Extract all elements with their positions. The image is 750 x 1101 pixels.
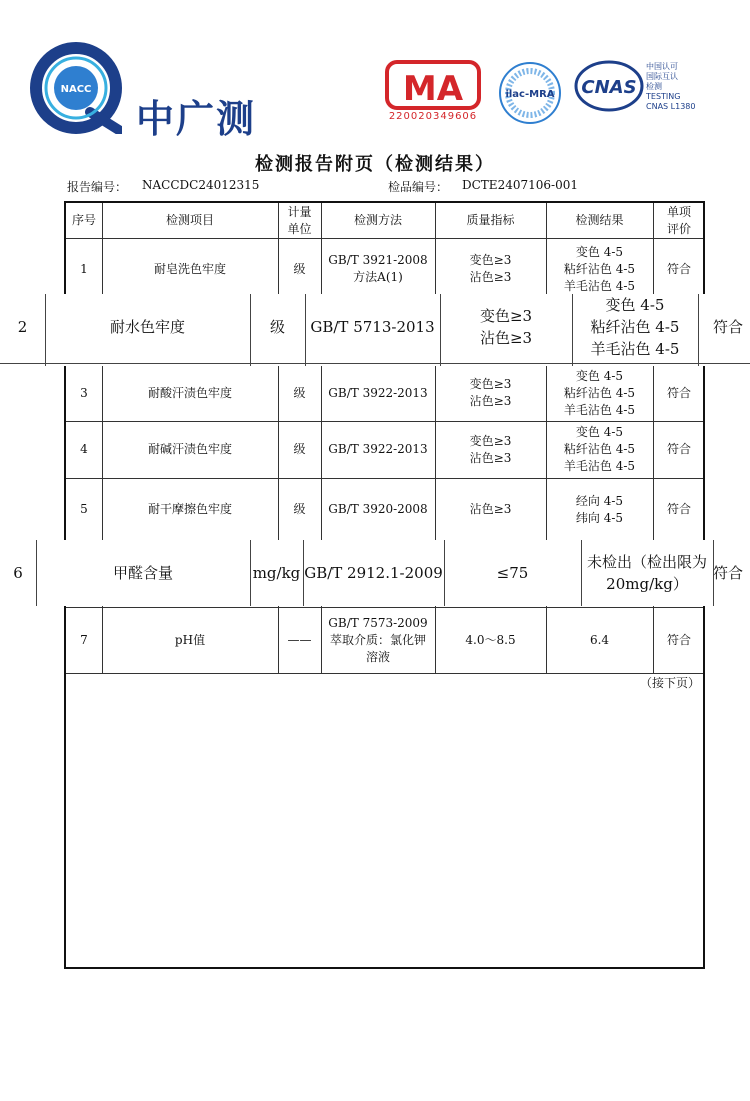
row-item: 甲醛含量 bbox=[112, 564, 173, 582]
row-no: 5 bbox=[80, 502, 88, 516]
row-spec: ≤75 bbox=[496, 564, 529, 582]
row-spec: 变色≥3 沾色≥3 bbox=[469, 253, 512, 284]
header-result: 检测结果 bbox=[575, 213, 624, 227]
row-verdict: 符合 bbox=[666, 442, 691, 456]
header-item: 检测项目 bbox=[165, 213, 214, 227]
row-unit: 级 bbox=[269, 318, 285, 336]
header-method: 检测方法 bbox=[353, 213, 402, 227]
row-unit: 级 bbox=[293, 261, 306, 276]
brand-circle-text: NACC bbox=[60, 84, 92, 95]
row-item: pH值 bbox=[174, 632, 206, 647]
row-spec: 变色≥3 沾色≥3 bbox=[469, 433, 512, 465]
row-item: 耐干摩擦色牢度 bbox=[147, 502, 232, 516]
cnas-info-line: 检测 bbox=[646, 82, 662, 91]
row-item: 耐皂洗色牢度 bbox=[153, 261, 226, 276]
row-verdict: 符合 bbox=[666, 632, 691, 647]
sample-number: DCTE2407106-001 bbox=[462, 178, 578, 192]
row-unit: —— bbox=[287, 632, 312, 647]
table-row bbox=[0, 294, 750, 366]
row-result: 未检出（检出限为 20mg/kg） bbox=[586, 553, 707, 593]
report-number-label: 报告编号： bbox=[67, 180, 128, 194]
cnas-info-line: 中国认可 bbox=[646, 62, 678, 71]
page-title: 检测报告附页（检测结果） bbox=[255, 154, 495, 175]
ma-number: 220020349606 bbox=[388, 111, 478, 122]
row-method: GB/T 5713-2013 bbox=[310, 318, 435, 336]
row-verdict: 符合 bbox=[712, 318, 743, 336]
row-item: 耐碱汗渍色牢度 bbox=[147, 442, 232, 456]
header-no: 序号 bbox=[71, 213, 96, 227]
row-spec: 变色≥3 沾色≥3 bbox=[469, 377, 512, 408]
ilac-text: ilac-MRA bbox=[505, 89, 555, 100]
sample-number-label: 检品编号： bbox=[388, 180, 449, 194]
row-spec: 4.0～8.5 bbox=[465, 632, 516, 647]
cnas-info-line: TESTING bbox=[646, 92, 681, 101]
row-verdict: 符合 bbox=[666, 502, 691, 516]
row-method: GB/T 7573-2009 萃取介质：氯化钾 溶液 bbox=[328, 615, 428, 664]
header-spec: 质量指标 bbox=[466, 213, 515, 227]
row-no: 1 bbox=[80, 261, 88, 276]
cnas-info-line: 国际互认 bbox=[646, 72, 678, 81]
row-unit: mg/kg bbox=[252, 564, 301, 582]
cnas-logo-icon bbox=[574, 60, 644, 112]
ilac-mra-logo-icon bbox=[497, 60, 563, 126]
row-spec: 沾色≥3 bbox=[469, 502, 512, 516]
row-verdict: 符合 bbox=[666, 261, 691, 276]
row-method: GB/T 3922-2013 bbox=[328, 442, 428, 456]
report-number: NACCDC24012315 bbox=[142, 178, 260, 192]
row-result: 变色 4-5 粘纤沾色 4-5 羊毛沾色 4-5 bbox=[563, 425, 636, 473]
row-item: 耐水色牢度 bbox=[109, 318, 185, 336]
row-spec: 变色≥3 沾色≥3 bbox=[479, 307, 533, 347]
row-result: 经向 4-5 纬向 4-5 bbox=[575, 493, 624, 525]
header-unit: 计量 单位 bbox=[287, 204, 312, 236]
row-item: 耐酸汗渍色牢度 bbox=[147, 385, 232, 400]
cnas-text: CNAS bbox=[581, 77, 637, 98]
cnas-info bbox=[646, 62, 695, 112]
row-verdict: 符合 bbox=[713, 564, 744, 582]
row-no: 6 bbox=[13, 564, 23, 582]
row-result: 变色 4-5 粘纤沾色 4-5 羊毛沾色 4-5 bbox=[590, 296, 680, 358]
table-row bbox=[0, 540, 750, 606]
cnas-info-line: CNAS L1380 bbox=[646, 102, 696, 111]
row-result: 变色 4-5 粘纤沾色 4-5 羊毛沾色 4-5 bbox=[563, 244, 636, 293]
row-unit: 级 bbox=[293, 385, 306, 400]
brand-name: 中广测 bbox=[136, 97, 257, 141]
row-verdict: 符合 bbox=[666, 385, 691, 400]
row-no: 7 bbox=[80, 632, 88, 647]
row-method: GB/T 3921-2008 方法A(1) bbox=[328, 253, 428, 284]
continue-note: （接下页） bbox=[640, 676, 701, 690]
nacc-logo-icon bbox=[30, 42, 122, 134]
row-method: GB/T 3920-2008 bbox=[328, 502, 428, 516]
row-result: 6.4 bbox=[589, 632, 610, 647]
row-no: 2 bbox=[17, 318, 28, 336]
row-unit: 级 bbox=[293, 442, 306, 456]
ma-text: MA bbox=[402, 69, 464, 109]
header-verdict: 单项 评价 bbox=[666, 204, 691, 236]
row-method: GB/T 2912.1-2009 bbox=[304, 564, 443, 582]
row-unit: 级 bbox=[293, 502, 306, 516]
row-no: 4 bbox=[80, 442, 88, 456]
row-method: GB/T 3922-2013 bbox=[328, 385, 428, 400]
row-result: 变色 4-5 粘纤沾色 4-5 羊毛沾色 4-5 bbox=[563, 368, 636, 417]
row-no: 3 bbox=[80, 385, 88, 400]
